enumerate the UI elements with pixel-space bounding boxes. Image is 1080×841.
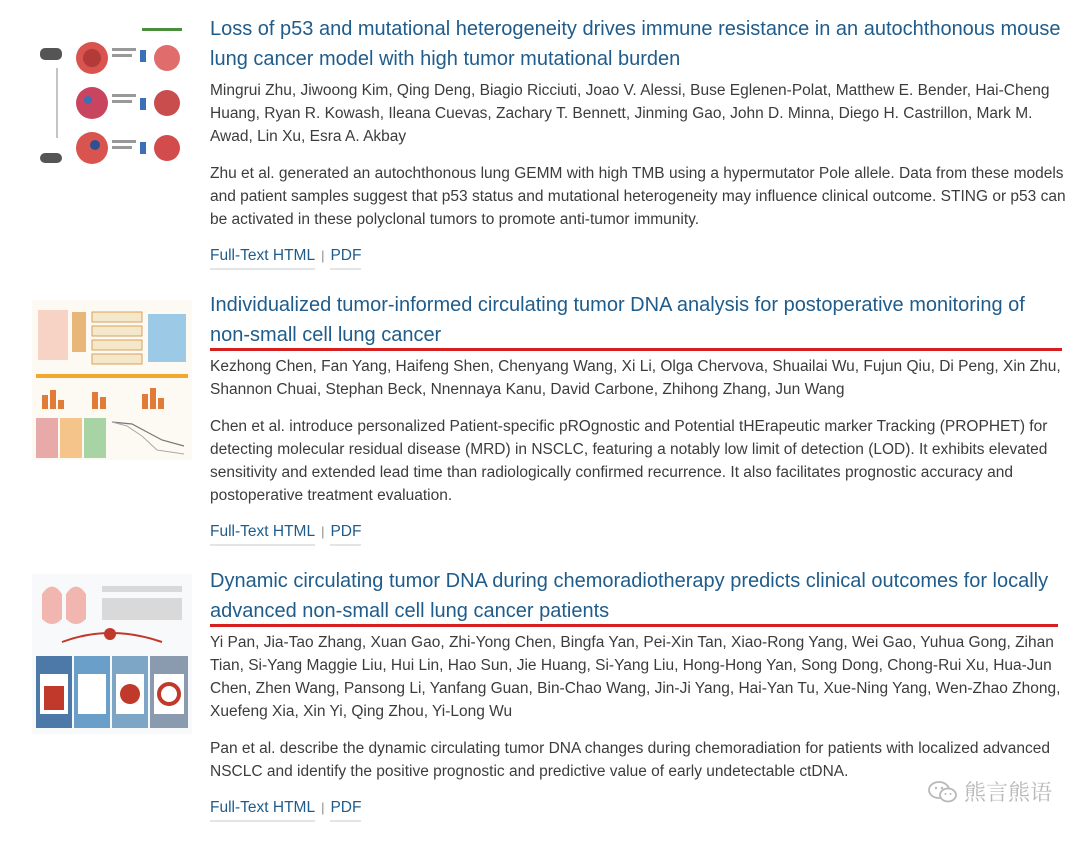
- full-text-html-link[interactable]: Full-Text HTML: [210, 247, 315, 270]
- graphical-abstract-thumbnail-3[interactable]: [32, 574, 192, 734]
- red-highlight-underline: [210, 624, 1058, 627]
- link-separator: |: [321, 248, 325, 263]
- pdf-link[interactable]: PDF: [330, 799, 361, 822]
- article-title-link[interactable]: Dynamic circulating tumor DNA during chemoradiotherapy predicts clinical outcomes for locally advanced non-small cell lung cancer patients: [210, 570, 1049, 622]
- article-summary: Zhu et al. generated an autochthonous lung GEMM with high TMB using a hypermutator Pole allele. Data from these models and patient samples suggest that p53 status and mutational heterogeneity may influence clinical outcome. STING or p53 can be activated in these polyclonal tumors to promote anti-tumor immunity.: [210, 165, 1066, 228]
- article-title-link[interactable]: Individualized tumor-informed circulating tumor DNA analysis for postoperative monitoring of non-small cell lung cancer: [210, 294, 1025, 346]
- pdf-link[interactable]: PDF: [330, 247, 361, 270]
- graphical-abstract-thumbnail-1[interactable]: [32, 18, 192, 168]
- full-text-html-link[interactable]: Full-Text HTML: [210, 523, 315, 546]
- article-content-2: [210, 290, 1070, 543]
- link-separator: |: [321, 524, 325, 539]
- article-links: [210, 521, 1070, 543]
- full-text-html-link[interactable]: Full-Text HTML: [210, 799, 315, 822]
- article-authors: Kezhong Chen, Fan Yang, Haifeng Shen, Chenyang Wang, Xi Li, Olga Chervova, Shuailai Wu, Fujun Qiu, Di Peng, Xin Zhu, Shannon Chuai, Stephan Beck, Nnennaya Kanu, David Carbone, Zhihong Zhang, Jun Wang: [210, 358, 1061, 398]
- article-authors: Mingrui Zhu, Jiwoong Kim, Qing Deng, Biagio Ricciuti, Joao V. Alessi, Buse Eglenen-Polat, Matthew E. Bender, Hai-Cheng Huang, Ryan R. Kowash, Ileana Cuevas, Zachary T. Bennett, Jinming Gao, John D. Minna, Diego H. Castrillon, Mark M. Awad, Lin Xu, Esra A. Akbay: [210, 82, 1050, 145]
- article-content-1: [210, 14, 1070, 267]
- article-authors: Yi Pan, Jia-Tao Zhang, Xuan Gao, Zhi-Yong Chen, Bingfa Yan, Pei-Xin Tan, Xiao-Rong Yang, Wei Gao, Yuhua Gong, Zihan Tian, Si-Yang Maggie Liu, Hui Lin, Hao Sun, Jie Huang, Si-Yang Liu, Hong-Hong Yan, Song Dong, Chong-Rui Xu, Hua-Jun Chen, Zhen Wang, Pansong Li, Yanfang Guan, Bin-Chao Wang, Jin-Ji Yang, Hai-Yan Tu, Xue-Ning Yang, Wen-Zhao Zhong, Xuefeng Xia, Xin Yi, Qing Zhou, Yi-Long Wu: [210, 634, 1061, 720]
- link-separator: |: [321, 800, 325, 815]
- graphical-abstract-thumbnail-2[interactable]: [32, 300, 192, 460]
- watermark: [928, 776, 1052, 807]
- wechat-icon: [928, 780, 958, 804]
- article-title-link[interactable]: Loss of p53 and mutational heterogeneity drives immune resistance in an autochthonous mouse lung cancer model with high tumor mutational burden: [210, 18, 1061, 70]
- article-summary: Chen et al. introduce personalized Patient-specific pROgnostic and Potential tHErapeutic marker Tracking (PROPHET) for detecting molecular residual disease (MRD) in NSCLC, featuring a notably low limit of detection (LOD). It exhibits elevated sensitivity and extended lead time than radiologically confirmed recurrence. It also facilitates prognostic accuracy and postoperative treatment evaluation.: [210, 418, 1048, 504]
- pdf-link[interactable]: PDF: [330, 523, 361, 546]
- watermark-text: 熊言熊语: [963, 780, 1052, 805]
- article-summary: Pan et al. describe the dynamic circulating tumor DNA changes during chemoradiation for patients with localized advanced NSCLC and identify the positive prognostic and predictive value of early undetectable ctDNA.: [210, 740, 1051, 780]
- red-highlight-underline: [210, 348, 1062, 351]
- article-links: [210, 245, 1070, 267]
